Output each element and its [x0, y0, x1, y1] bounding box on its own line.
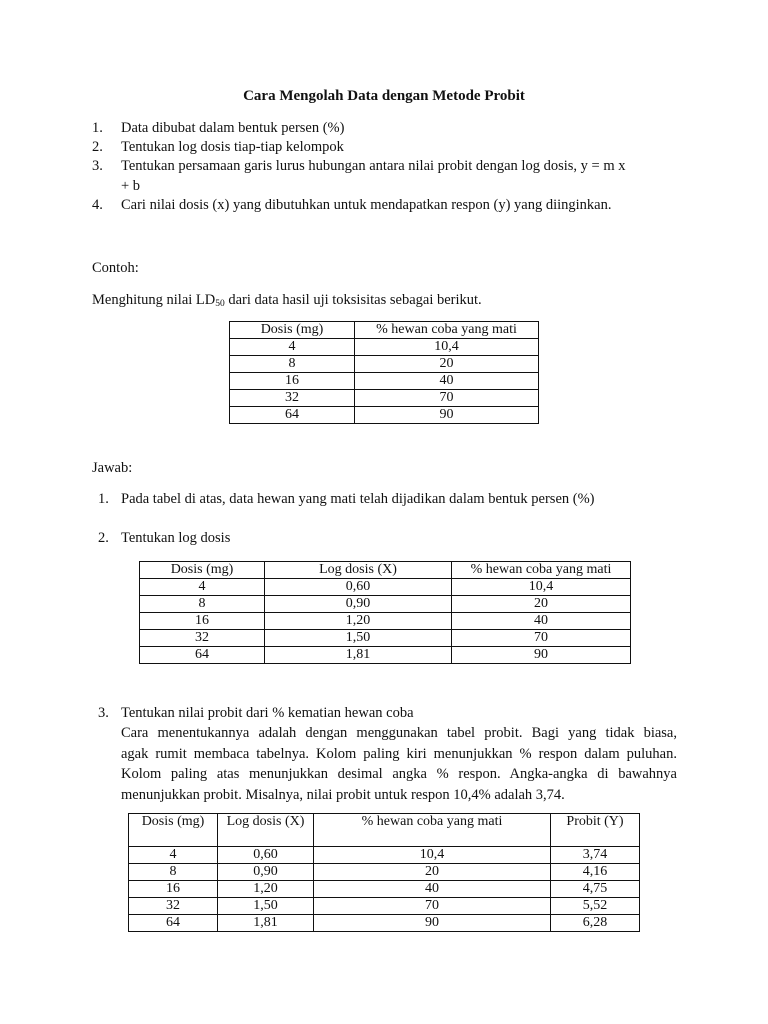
step-text: Tentukan log dosis tiap-tiap kelompok — [121, 139, 344, 155]
table-cell: 1,81 — [218, 915, 314, 932]
table-cell: 4,16 — [551, 864, 640, 881]
table-row — [140, 647, 631, 664]
table-cell: 8 — [140, 596, 265, 613]
step-number: 3. — [98, 705, 109, 721]
table-header-cell: Dosis (mg) — [129, 814, 218, 847]
table-cell: 20 — [314, 864, 551, 881]
jawab-label: Jawab: — [92, 460, 133, 476]
step-number: 1. — [98, 491, 109, 507]
table-cell: 1,81 — [265, 647, 452, 664]
table-cell: 90 — [355, 407, 539, 424]
table-header-row — [140, 562, 631, 579]
table-header-cell: Log dosis (X) — [218, 814, 314, 847]
table-cell: 0,90 — [265, 596, 452, 613]
data-table-1 — [229, 321, 539, 424]
step-number: 2. — [92, 139, 103, 155]
table-cell: 10,4 — [355, 339, 539, 356]
table-cell: 70 — [355, 390, 539, 407]
table-row — [140, 630, 631, 647]
table-row — [230, 407, 539, 424]
table-cell: 5,52 — [551, 898, 640, 915]
contoh-intro: Menghitung nilai $LD_{50}$ dari data hasil uji toksisitas sebagai berikut. — [92, 292, 482, 309]
table-cell: 0,60 — [265, 579, 452, 596]
table-header-cell: % hewan coba yang mati — [355, 322, 539, 339]
table-cell: 20 — [452, 596, 631, 613]
table-cell: 20 — [355, 356, 539, 373]
table-cell: 8 — [129, 864, 218, 881]
table-cell: 1,50 — [265, 630, 452, 647]
step-text: Tentukan log dosis — [121, 530, 231, 546]
table-cell: 40 — [355, 373, 539, 390]
table-cell: 10,4 — [314, 847, 551, 864]
table-cell: 16 — [230, 373, 355, 390]
table-header-row — [230, 322, 539, 339]
table-row — [129, 915, 640, 932]
table-row — [140, 596, 631, 613]
table-cell: 0,90 — [218, 864, 314, 881]
table-header-row — [129, 814, 640, 847]
step-text: Data dibubat dalam bentuk persen (%) — [121, 120, 345, 136]
paragraph-line: Cara menentukannya adalah dengan menggunakan tabel probit. Bagi yang tidak biasa, — [121, 725, 677, 741]
table-cell: 64 — [230, 407, 355, 424]
table-cell: 10,4 — [452, 579, 631, 596]
page-title: Cara Mengolah Data dengan Metode Probit — [243, 88, 525, 104]
contoh-label: Contoh: — [92, 260, 139, 276]
table-cell: 16 — [140, 613, 265, 630]
step-text: Tentukan persamaan garis lurus hubungan antara nilai probit dengan log dosis, y = m x — [121, 158, 626, 174]
table-header-cell: Probit (Y) — [551, 814, 640, 847]
table-row — [230, 390, 539, 407]
table-cell: 3,74 — [551, 847, 640, 864]
step-number: 4. — [92, 197, 103, 213]
table-header-cell: % hewan coba yang mati — [452, 562, 631, 579]
table-cell: 90 — [314, 915, 551, 932]
data-table-3 — [128, 813, 640, 932]
table-cell: 90 — [452, 647, 631, 664]
table-row — [230, 339, 539, 356]
step-number: 2. — [98, 530, 109, 546]
step-text-continuation: + b — [121, 178, 141, 194]
table-cell: 1,20 — [218, 881, 314, 898]
table-cell: 40 — [314, 881, 551, 898]
table-cell: 1,50 — [218, 898, 314, 915]
table-cell: 32 — [230, 390, 355, 407]
table-cell: 64 — [129, 915, 218, 932]
table-cell: 70 — [314, 898, 551, 915]
table-cell: 4 — [129, 847, 218, 864]
table-cell: 32 — [129, 898, 218, 915]
table-row — [129, 864, 640, 881]
paragraph-line: Kolom paling atas menunjukkan desimal angka % respon. Angka-angka di bawahnya — [121, 766, 677, 783]
step-number: 1. — [92, 120, 103, 136]
table-row — [129, 898, 640, 915]
table-cell: 4 — [230, 339, 355, 356]
table-cell: 6,28 — [551, 915, 640, 932]
table-cell: 70 — [452, 630, 631, 647]
table-cell: 40 — [452, 613, 631, 630]
table-row — [140, 579, 631, 596]
table-cell: 64 — [140, 647, 265, 664]
step-paragraph — [121, 723, 677, 805]
table-row — [140, 613, 631, 630]
table-row — [129, 847, 640, 864]
table-header-cell: Log dosis (X) — [265, 562, 452, 579]
table-cell: 4 — [140, 579, 265, 596]
table-cell: 0,60 — [218, 847, 314, 864]
table-header-cell: % hewan coba yang mati — [314, 814, 551, 847]
step-text: Pada tabel di atas, data hewan yang mati telah dijadikan dalam bentuk persen (%) — [121, 491, 595, 507]
data-table-2 — [139, 561, 631, 664]
table-row — [230, 373, 539, 390]
table-cell: 4,75 — [551, 881, 640, 898]
step-heading: Tentukan nilai probit dari % kematian hewan coba — [121, 705, 414, 721]
table-row — [129, 881, 640, 898]
table-header-cell: Dosis (mg) — [140, 562, 265, 579]
table-row — [230, 356, 539, 373]
table-cell: 16 — [129, 881, 218, 898]
table-cell: 1,20 — [265, 613, 452, 630]
paragraph-line: menunjukkan probit. Misalnya, nilai probit untuk respon 10,4% adalah 3,74. — [121, 786, 565, 803]
step-number: 3. — [92, 158, 103, 174]
paragraph-line: agak rumit membaca tabelnya. Kolom paling kiri menunjukkan % respon dalam puluhan. — [121, 745, 677, 762]
table-cell: 8 — [230, 356, 355, 373]
table-cell: 32 — [140, 630, 265, 647]
table-header-cell: Dosis (mg) — [230, 322, 355, 339]
step-text: Cari nilai dosis (x) yang dibutuhkan untuk mendapatkan respon (y) yang diinginkan. — [121, 197, 612, 213]
